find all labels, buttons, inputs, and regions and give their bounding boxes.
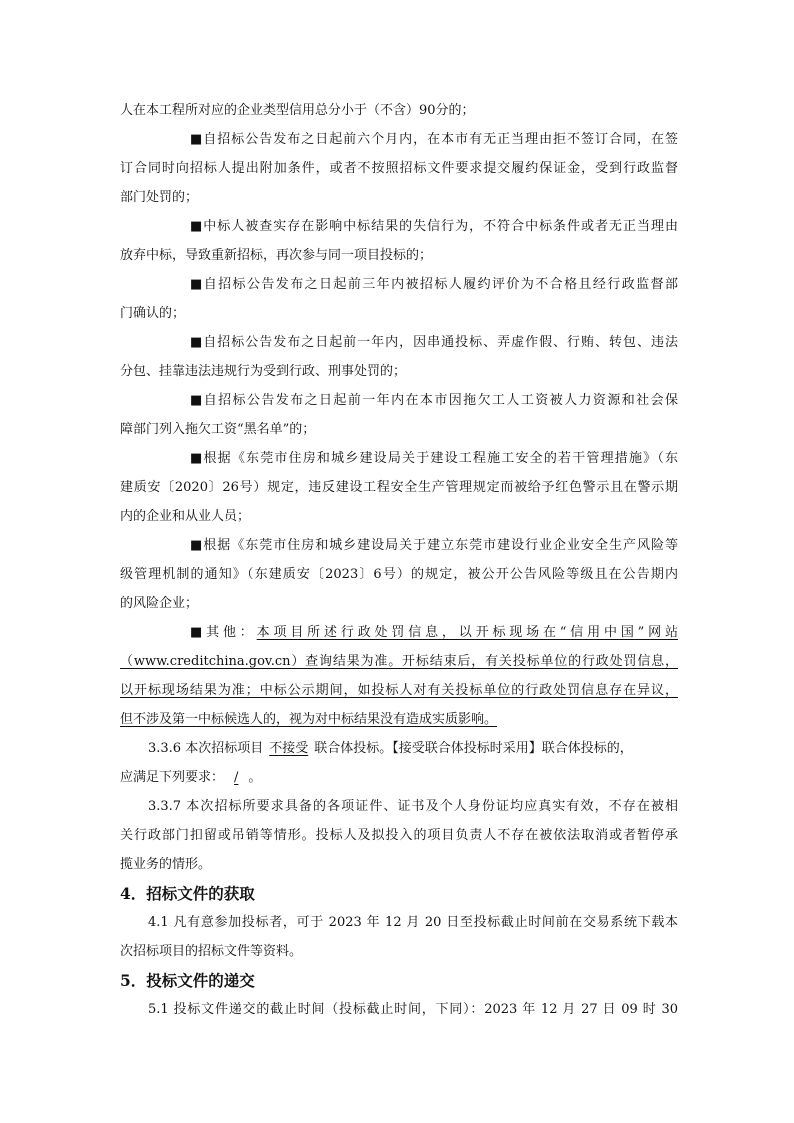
- other-clause-line: 以开标现场结果为准；中标公示期间，如投标人对有关投标单位的行政处罚信息存在异议，: [120, 683, 678, 698]
- requirements-value: /: [234, 770, 239, 785]
- clause-3-3-6: [120, 741, 678, 757]
- text-line: 门确认的；: [120, 306, 186, 321]
- text-line: 3.3.7 本次招标所要求具备的各项证件、证书及个人身份证均应真实有效，不存在被相: [148, 799, 678, 814]
- text-line: 内的企业和从业人员；: [120, 509, 251, 524]
- text-line: ■自招标公告发布之日起前三年内被招标人履约评价为不合格且经行政监督部: [190, 277, 678, 292]
- requirements-label: 应满足下列要求：: [120, 770, 225, 785]
- text-line: 部门处罚的；: [120, 190, 199, 205]
- text-line: 建质安〔2020〕26号）规定，违反建设工程安全生产管理规定而被给予红色警示且在警示期: [120, 480, 678, 495]
- text-line: 4.1 凡有意参加投标者，可于 2023 年 12 月 20 日至投标截止时间前在交易系统下载本: [148, 915, 678, 930]
- clause-3-3-6-requirements: [120, 770, 678, 786]
- text-line: 揽业务的情形。: [120, 857, 212, 872]
- text-line: 5.1 投标文件递交的截止时间（投标截止时间，下同）：2023 年 12 月 27 日 09 时 30: [148, 1002, 678, 1017]
- other-clause-line: （www.creditchina.gov.cn）查询结果为准。开标结束后，有关投标单位的行政处罚信息，: [120, 654, 678, 669]
- text-line: ■自招标公告发布之日起前一年内，因串通投标、弄虚作假、行贿、转包、违法: [190, 335, 678, 350]
- text-line: 关行政部门扣留或吊销等情形。投标人及拟投入的项目负责人不存在被依法取消或者暂停承: [120, 828, 678, 843]
- other-clause-line: [120, 625, 678, 641]
- other-clause-line: 但不涉及第一中标候选人的，视为对中标结果没有造成实质影响。: [120, 712, 498, 727]
- text-line: 订合同时向招标人提出附加条件，或者不按照招标文件要求提交履约保证金，受到行政监督: [120, 161, 678, 176]
- text-line: 次招标项目的招标文件等资料。: [120, 944, 303, 959]
- text-line: 人在本工程所对应的企业类型信用总分小于（不含）90分的；: [120, 103, 475, 118]
- text-line: 放弃中标，导致重新招标，再次参与同一项目投标的；: [120, 248, 433, 263]
- section-heading-4: 4．招标文件的获取: [120, 884, 255, 903]
- text-line: 分包、挂靠违法违规行为受到行政、刑事处罚的；: [120, 364, 407, 379]
- clause-3-3-6-start: 3.3.6 本次招标项目: [148, 741, 264, 756]
- text-line: ■中标人被查实存在影响中标结果的失信行为，不符合中标条件或者无正当理由: [190, 219, 678, 234]
- other-clause-text: 本项目所述行政处罚信息，以开标现场在“信用中国”网站: [256, 625, 678, 640]
- text-line: ■自招标公告发布之日起前一年内在本市因拖欠工人工资被人力资源和社会保: [190, 393, 678, 408]
- text-line: 级管理机制的通知》（东建质安〔2023〕6号）的规定，被公开公告风险等级且在公告期内: [120, 567, 678, 582]
- text-line: ■自招标公告发布之日起前六个月内，在本市有无正当理由拒不签订合同，在签: [190, 132, 678, 147]
- text-line: 障部门列入拖欠工资“黑名单”的；: [120, 422, 316, 437]
- joint-bid-value: 不接受: [269, 741, 309, 756]
- text-line: ■根据《东莞市住房和城乡建设局关于建立东莞市建设行业企业安全生产风险等: [190, 538, 678, 553]
- section-heading-5: 5．投标文件的递交: [120, 971, 255, 990]
- clause-3-3-6-rest: 联合体投标。【接受联合体投标时采用】联合体投标的，: [314, 741, 633, 756]
- text-line: ■根据《东莞市住房和城乡建设局关于建设工程施工安全的若干管理措施》（东: [190, 451, 678, 466]
- other-clause-prefix: ■其他：: [190, 625, 257, 640]
- requirements-end: 。: [248, 770, 262, 785]
- text-line: 的风险企业；: [120, 596, 199, 611]
